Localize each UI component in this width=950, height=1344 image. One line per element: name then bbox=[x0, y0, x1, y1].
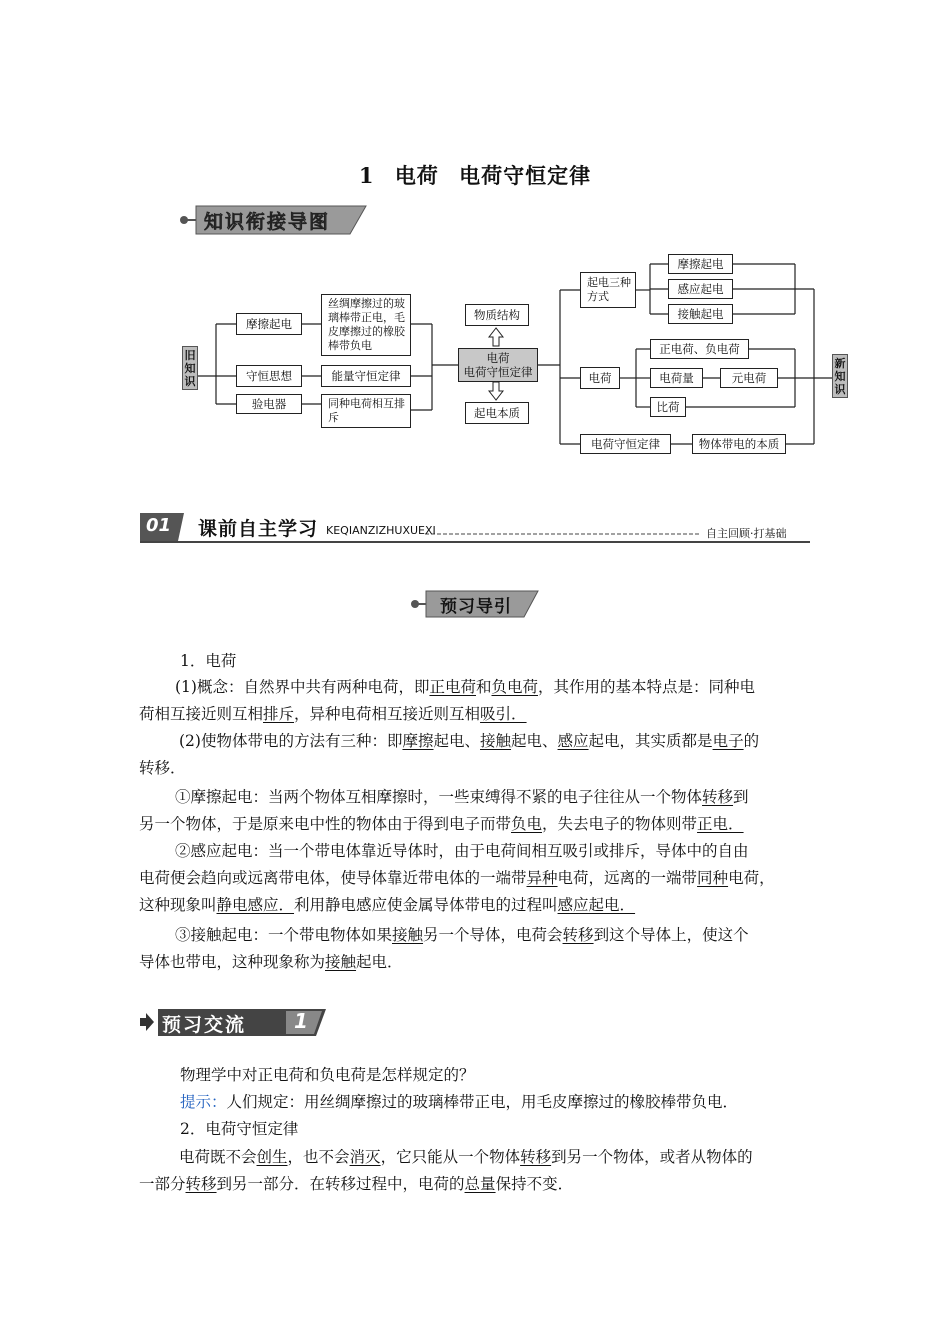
node-essence: 物体带电的本质 bbox=[692, 434, 786, 454]
node-conservation-idea: 守恒思想 bbox=[236, 365, 302, 387]
node-pos-neg: 正电荷、负电荷 bbox=[650, 339, 749, 359]
paragraph-friction: ①摩擦起电：当两个物体互相摩擦时，一些束缚得不紧的电子往往从一个物体转移到 另一个物体，于是原来电中性的物体由于得到电子而带负电，失去电子的物体则带正电． bbox=[139, 788, 749, 833]
diagram-connectors bbox=[0, 0, 950, 470]
node-matter-structure: 物质结构 bbox=[465, 304, 529, 326]
heading-conservation: 2．电荷守恒定律 bbox=[180, 1120, 299, 1138]
exchange-banner-number: 1 bbox=[294, 1009, 308, 1033]
center-line1: 电荷 bbox=[486, 351, 510, 365]
title-part1: 电荷 bbox=[394, 163, 439, 188]
paragraph-contact: ③接触起电：一个带电物体如果接触另一个导体，电荷会转移到这个导体上，使这个 导体也带电，这种现象称为接触起电． bbox=[139, 926, 749, 971]
node-conservation-law: 电荷守恒定律 bbox=[580, 434, 671, 454]
paragraph-conservation: 电荷既不会创生，也不会消灭，它只能从一个物体转移到另一个物体，或者从物体的 一部分转移到另一部分．在转移过程中，电荷的总量保持不变． bbox=[139, 1148, 753, 1193]
node-specific: 比荷 bbox=[650, 397, 686, 417]
section-header bbox=[140, 510, 810, 544]
node-way-contact: 接触起电 bbox=[668, 304, 733, 324]
exchange-banner-title: 预习交流 bbox=[162, 1014, 247, 1036]
preview-banner-title: 预习导引 bbox=[440, 597, 512, 617]
node-energy-law: 能量守恒定律 bbox=[321, 365, 411, 387]
question-text: 物理学中对正电荷和负电荷是怎样规定的？ bbox=[180, 1066, 475, 1084]
section-right-text: 自主回顾·打基础 bbox=[706, 527, 787, 540]
exchange-banner bbox=[140, 1006, 330, 1038]
section-title: 课前自主学习 bbox=[198, 518, 319, 540]
banner-title: 知识衔接导图 bbox=[204, 211, 331, 233]
preview-banner bbox=[410, 589, 540, 619]
paragraph-induction: ②感应起电：当一个带电体靠近导体时，由于电荷间相互吸引或排斥，导体中的自由 电荷便会趋向或远离带电体，使导体靠近带电体的一端带异种电荷，远离的一端带同种电荷， 这种现象叫静电感应．利用静电感应使金属导体带电的过程叫感应起电． bbox=[139, 842, 775, 914]
section-number: 01 bbox=[146, 515, 172, 536]
center-line2: 电荷守恒定律 bbox=[463, 365, 533, 379]
node-way-friction: 摩擦起电 bbox=[668, 254, 733, 274]
node-electroscope: 验电器 bbox=[236, 394, 302, 414]
node-three-ways: 起电三种方式 bbox=[580, 272, 636, 308]
title-part2: 电荷守恒定律 bbox=[459, 163, 592, 188]
hint-line bbox=[180, 1089, 860, 1116]
node-charge: 电荷 bbox=[580, 367, 620, 389]
old-knowledge-label: 旧知识 bbox=[182, 346, 198, 390]
node-like-charges: 同种电荷相互排斥 bbox=[321, 394, 411, 428]
new-knowledge-label: 新知识 bbox=[832, 354, 848, 398]
paragraph-methods: (2)使物体带电的方法有三种：即摩擦起电、接触起电、感应起电，其实质都是电子的 转移． bbox=[139, 732, 760, 777]
section-pinyin: KEQIANZIZHUXUEXI bbox=[326, 524, 436, 537]
paragraph-concept: (1)概念：自然界中共有两种电荷，即正电荷和负电荷，其作用的基本特点是：同种电 荷相互接近则互相排斥，异种电荷相互接近则互相吸引． bbox=[139, 678, 756, 723]
hint-text: 人们规定：用丝绸摩擦过的玻璃棒带正电，用毛皮摩擦过的橡胶棒带负电． bbox=[226, 1093, 739, 1111]
node-friction: 摩擦起电 bbox=[236, 313, 302, 335]
heading-charge: 1．电荷 bbox=[180, 652, 237, 670]
node-quantity: 电荷量 bbox=[650, 368, 703, 388]
node-charging-essence: 起电本质 bbox=[465, 402, 529, 424]
node-center bbox=[458, 348, 538, 382]
hint-label: 提示： bbox=[180, 1093, 227, 1111]
knowledge-diagram bbox=[0, 0, 950, 470]
node-elementary: 元电荷 bbox=[720, 368, 778, 388]
title-number: 1 bbox=[358, 163, 375, 188]
node-way-induction: 感应起电 bbox=[668, 279, 733, 299]
node-friction-desc: 丝绸摩擦过的玻璃棒带正电，毛皮摩擦过的橡胶棒带负电 bbox=[321, 294, 411, 356]
